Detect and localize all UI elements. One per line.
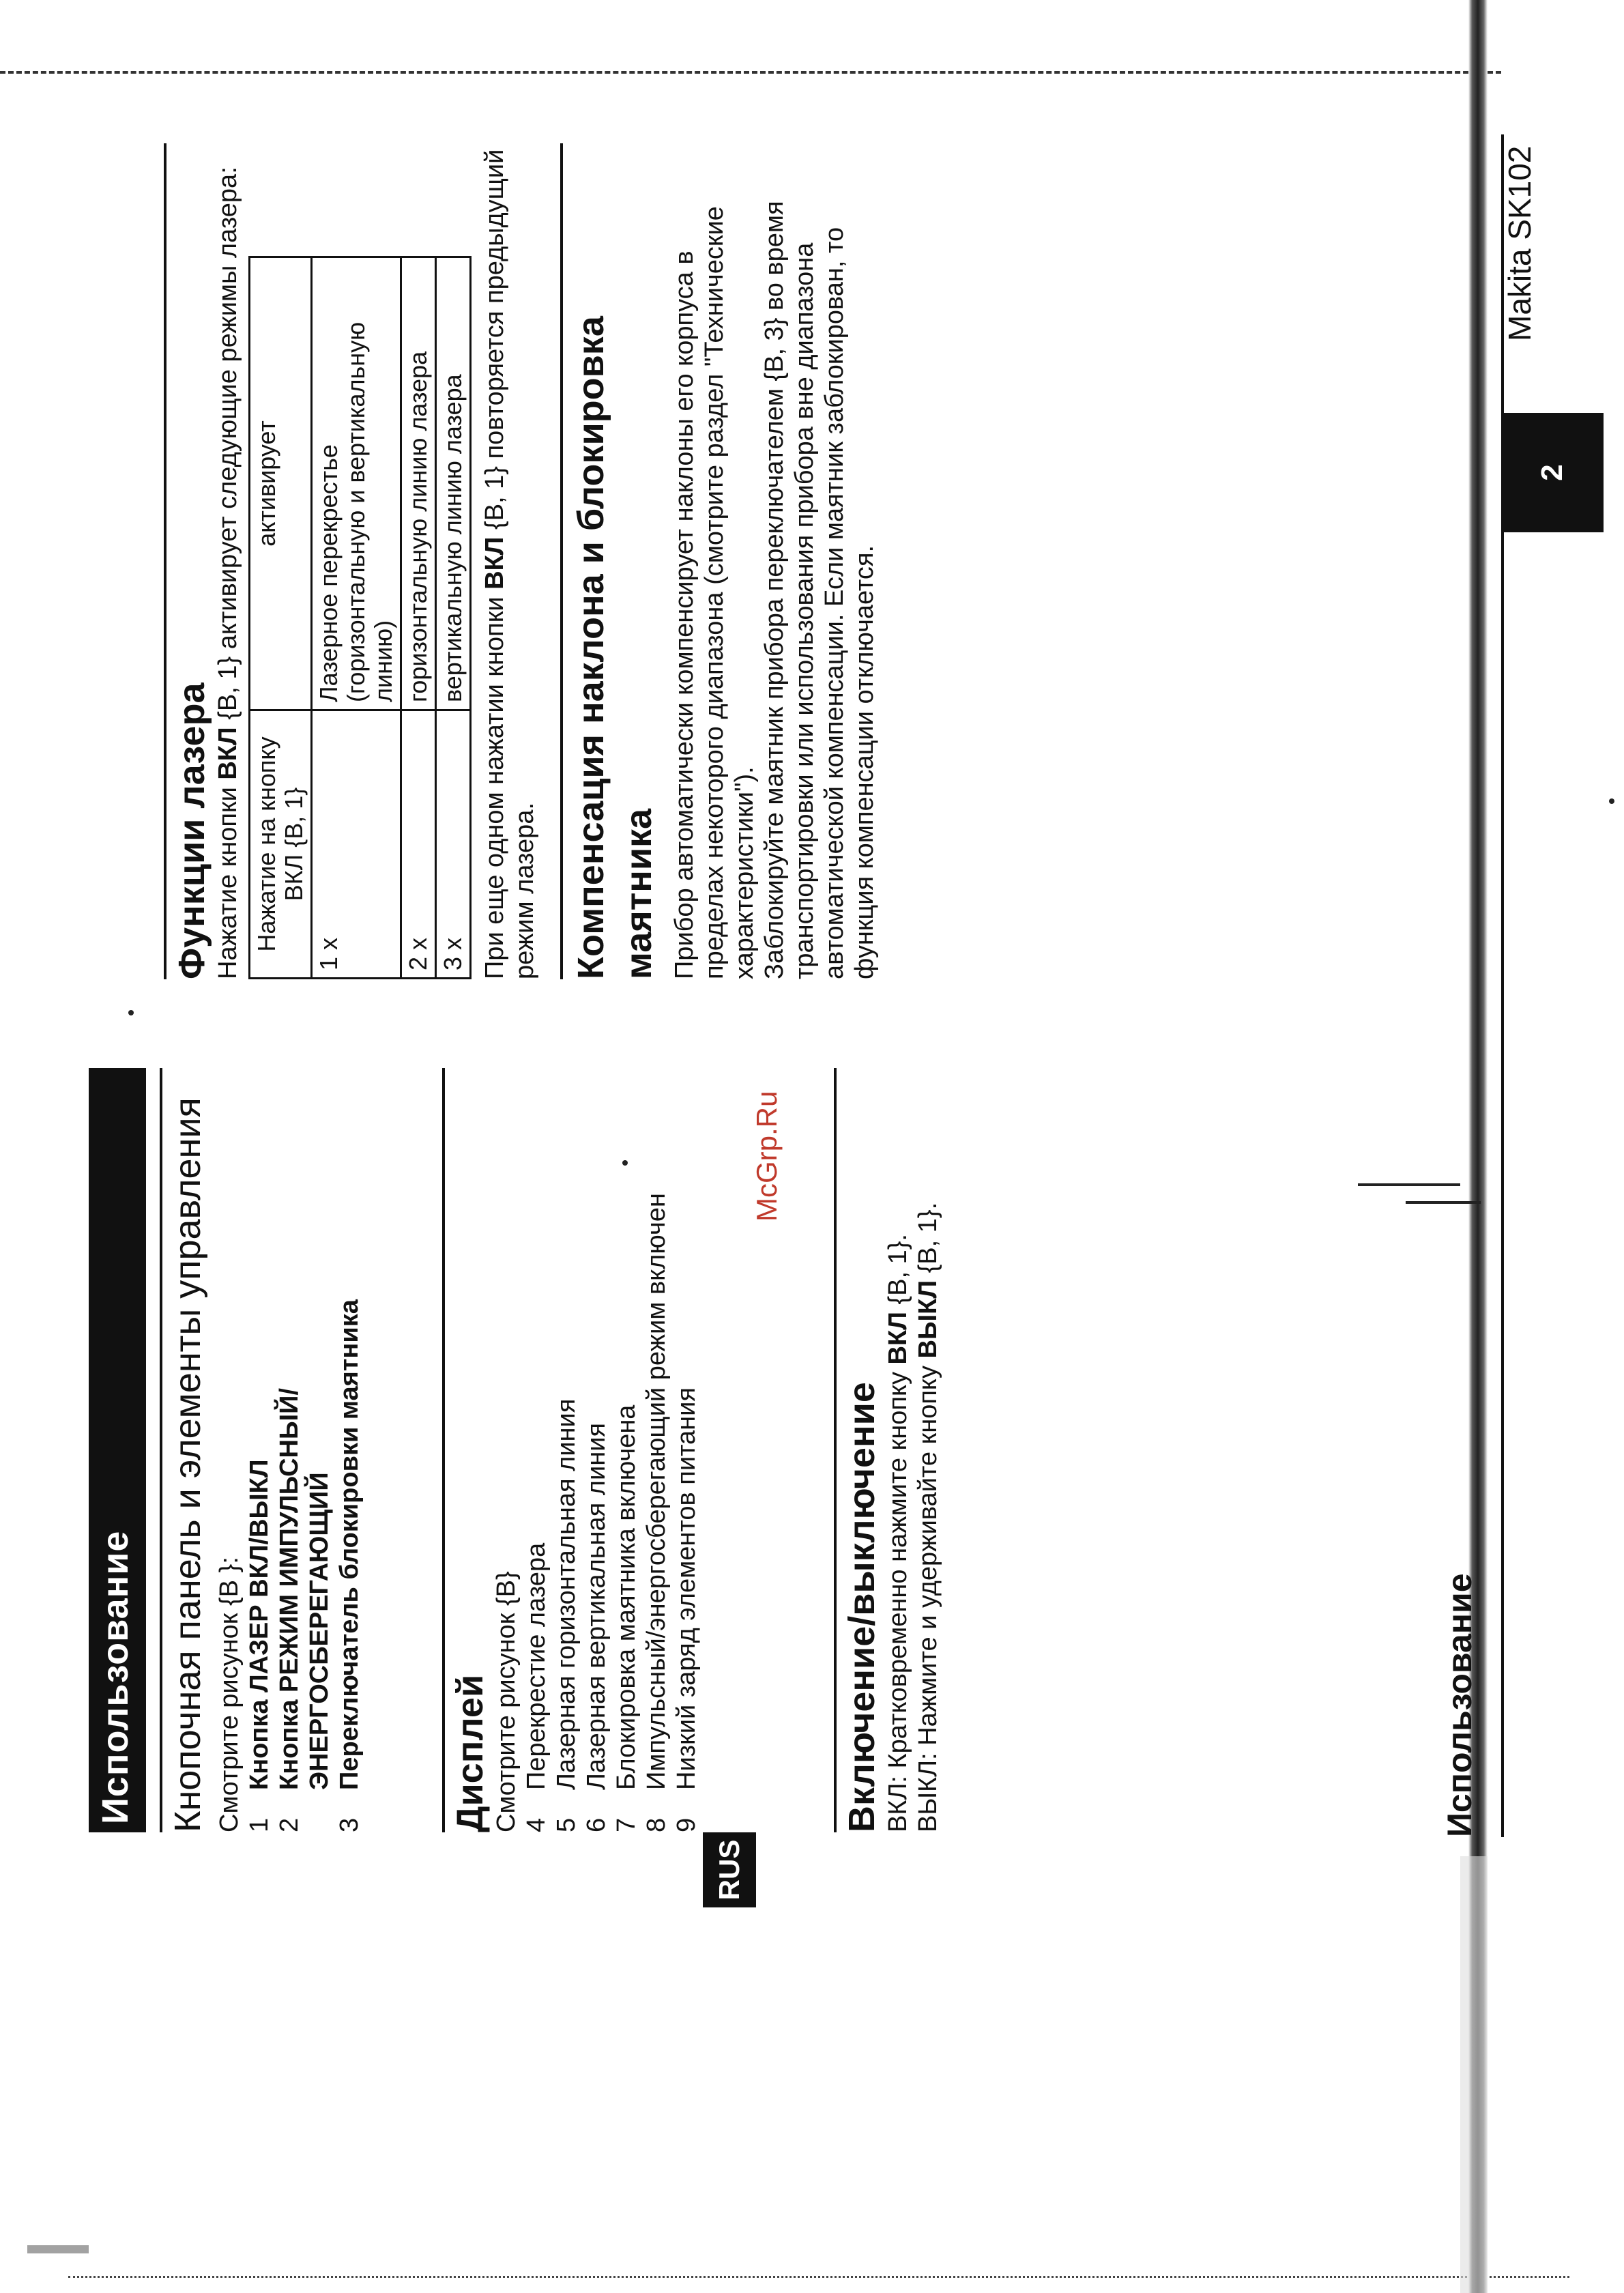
list-item [641, 1068, 671, 1832]
item-number: 7 [612, 1817, 641, 1832]
text-fragment: {В, 1}. [884, 1234, 912, 1312]
item-text: Блокировка маятника включена [612, 1404, 641, 1790]
laser-functions-note [480, 143, 540, 979]
item-text: Лазерная горизонтальная линия [552, 1398, 581, 1790]
list-item [611, 1068, 641, 1832]
text-fragment: ВКЛ: Кратковременно нажмите кнопку [884, 1364, 912, 1832]
item-text: Импульсный/энергосберегающий режим включен [642, 1193, 671, 1790]
footer-rule [1501, 134, 1504, 1837]
list-item [551, 1068, 581, 1832]
laser-functions-title: Функции лазера [171, 682, 212, 979]
section-rule [834, 1068, 837, 1832]
right-column [164, 143, 880, 979]
display-title: Дисплей [450, 1674, 491, 1832]
text-bold: ВКЛ [480, 536, 509, 590]
table-row [401, 257, 436, 979]
section-rule [164, 143, 166, 979]
item-text: Кнопка РЕЖИМ ИМПУЛЬСНЫЙ/ ЭНЕРГОСБЕРЕГАЮЩИЙ [275, 1387, 334, 1790]
list-item [274, 1068, 334, 1832]
text-bold: ВЫКЛ [914, 1280, 942, 1359]
item-number: 6 [582, 1817, 611, 1832]
control-panel-section [160, 1068, 364, 1832]
text-fragment: ВЫКЛ: Нажмите и удерживайте кнопку [914, 1358, 942, 1832]
item-number: 5 [552, 1817, 581, 1832]
text-bold: ВКЛ [884, 1312, 912, 1365]
table-cell: Лазерное перекрестье (горизонтальную и вертикальную линию) [312, 257, 401, 710]
laser-functions-intro [213, 143, 243, 979]
table-cell: горизонтальную линию лазера [401, 257, 436, 710]
section-header-band [89, 1068, 146, 1832]
control-panel-title: Кнопочная панель и элементы управления [167, 1097, 208, 1832]
table-cell: 1 x [312, 710, 401, 979]
control-panel-intro: Смотрите рисунок {В }: [215, 1557, 244, 1832]
item-number: 2 [275, 1817, 304, 1832]
page-number: 2 [1501, 413, 1604, 532]
item-number: 3 [335, 1817, 364, 1832]
item-number: 4 [522, 1817, 551, 1832]
footer-section-title: Использование [1440, 1573, 1479, 1837]
table-header: Нажатие на кнопку ВКЛ {В, 1} [250, 710, 312, 979]
text-fragment: Нажатие кнопки [214, 779, 242, 979]
display-section [442, 1068, 701, 1832]
text-fragment: {В, 1} повторяется предыдущий режим лазера. [480, 149, 539, 979]
table-header: активирует [250, 257, 312, 710]
item-text: Перекрестие лазера [522, 1542, 551, 1790]
item-text: Низкий заряд элементов питания [672, 1387, 701, 1790]
section-rule [442, 1068, 445, 1832]
footer-model: Makita SK102 [1502, 145, 1537, 341]
power-section [834, 1068, 943, 1832]
list-item [581, 1068, 611, 1832]
item-number: 8 [642, 1817, 671, 1832]
table-cell: вертикальную линию лазера [436, 257, 471, 710]
power-title: Включение/выключение [841, 1382, 882, 1832]
laser-modes-table [248, 256, 472, 979]
table-header-row [250, 257, 312, 979]
text-fragment: {В, 1} активирует следующие режимы лазера: [214, 167, 242, 727]
section-rule [160, 1068, 162, 1832]
list-item [671, 1068, 701, 1832]
list-item [334, 1068, 364, 1832]
compensation-title: Компенсация наклона и блокировка маятника [570, 316, 659, 979]
section-rule [560, 143, 563, 979]
table-cell: 2 x [401, 710, 436, 979]
compensation-paragraph-2: Заблокируйте маятник прибора переключателем {В, 3} во время транспортировки или использования прибора вне диапазона автоматической компенсации. Если маятник заблокирован, то функция компенсации отключается. [760, 201, 879, 979]
display-intro: Смотрите рисунок {В} [492, 1571, 521, 1832]
watermark-text: McGrp.Ru [751, 1091, 783, 1222]
language-badge: RUS [703, 1832, 756, 1907]
item-text: Лазерная вертикальная линия [582, 1423, 611, 1790]
item-text: Переключатель блокировки маятника [335, 1299, 364, 1790]
power-on-instruction [883, 1068, 913, 1832]
compensation-paragraph-1: Прибор автоматически компенсирует наклоны его корпуса в пределах некоторого диапазона (смотрите раздел "Технические характеристики"). [670, 206, 759, 979]
table-row [312, 257, 401, 979]
table-row [436, 257, 471, 979]
item-number: 1 [245, 1817, 274, 1832]
text-fragment: {В, 1}. [914, 1202, 942, 1280]
item-text: Кнопка ЛАЗЕР ВКЛ/ВЫКЛ [245, 1459, 274, 1790]
text-bold: ВКЛ [214, 727, 242, 780]
section-header-title: Использование [95, 1530, 136, 1824]
power-off-instruction [913, 1068, 943, 1832]
item-number: 9 [672, 1817, 701, 1832]
text-fragment: При еще одном нажатии кнопки [480, 589, 509, 979]
table-cell: 3 x [436, 710, 471, 979]
list-item [521, 1068, 551, 1832]
list-item [244, 1068, 274, 1832]
